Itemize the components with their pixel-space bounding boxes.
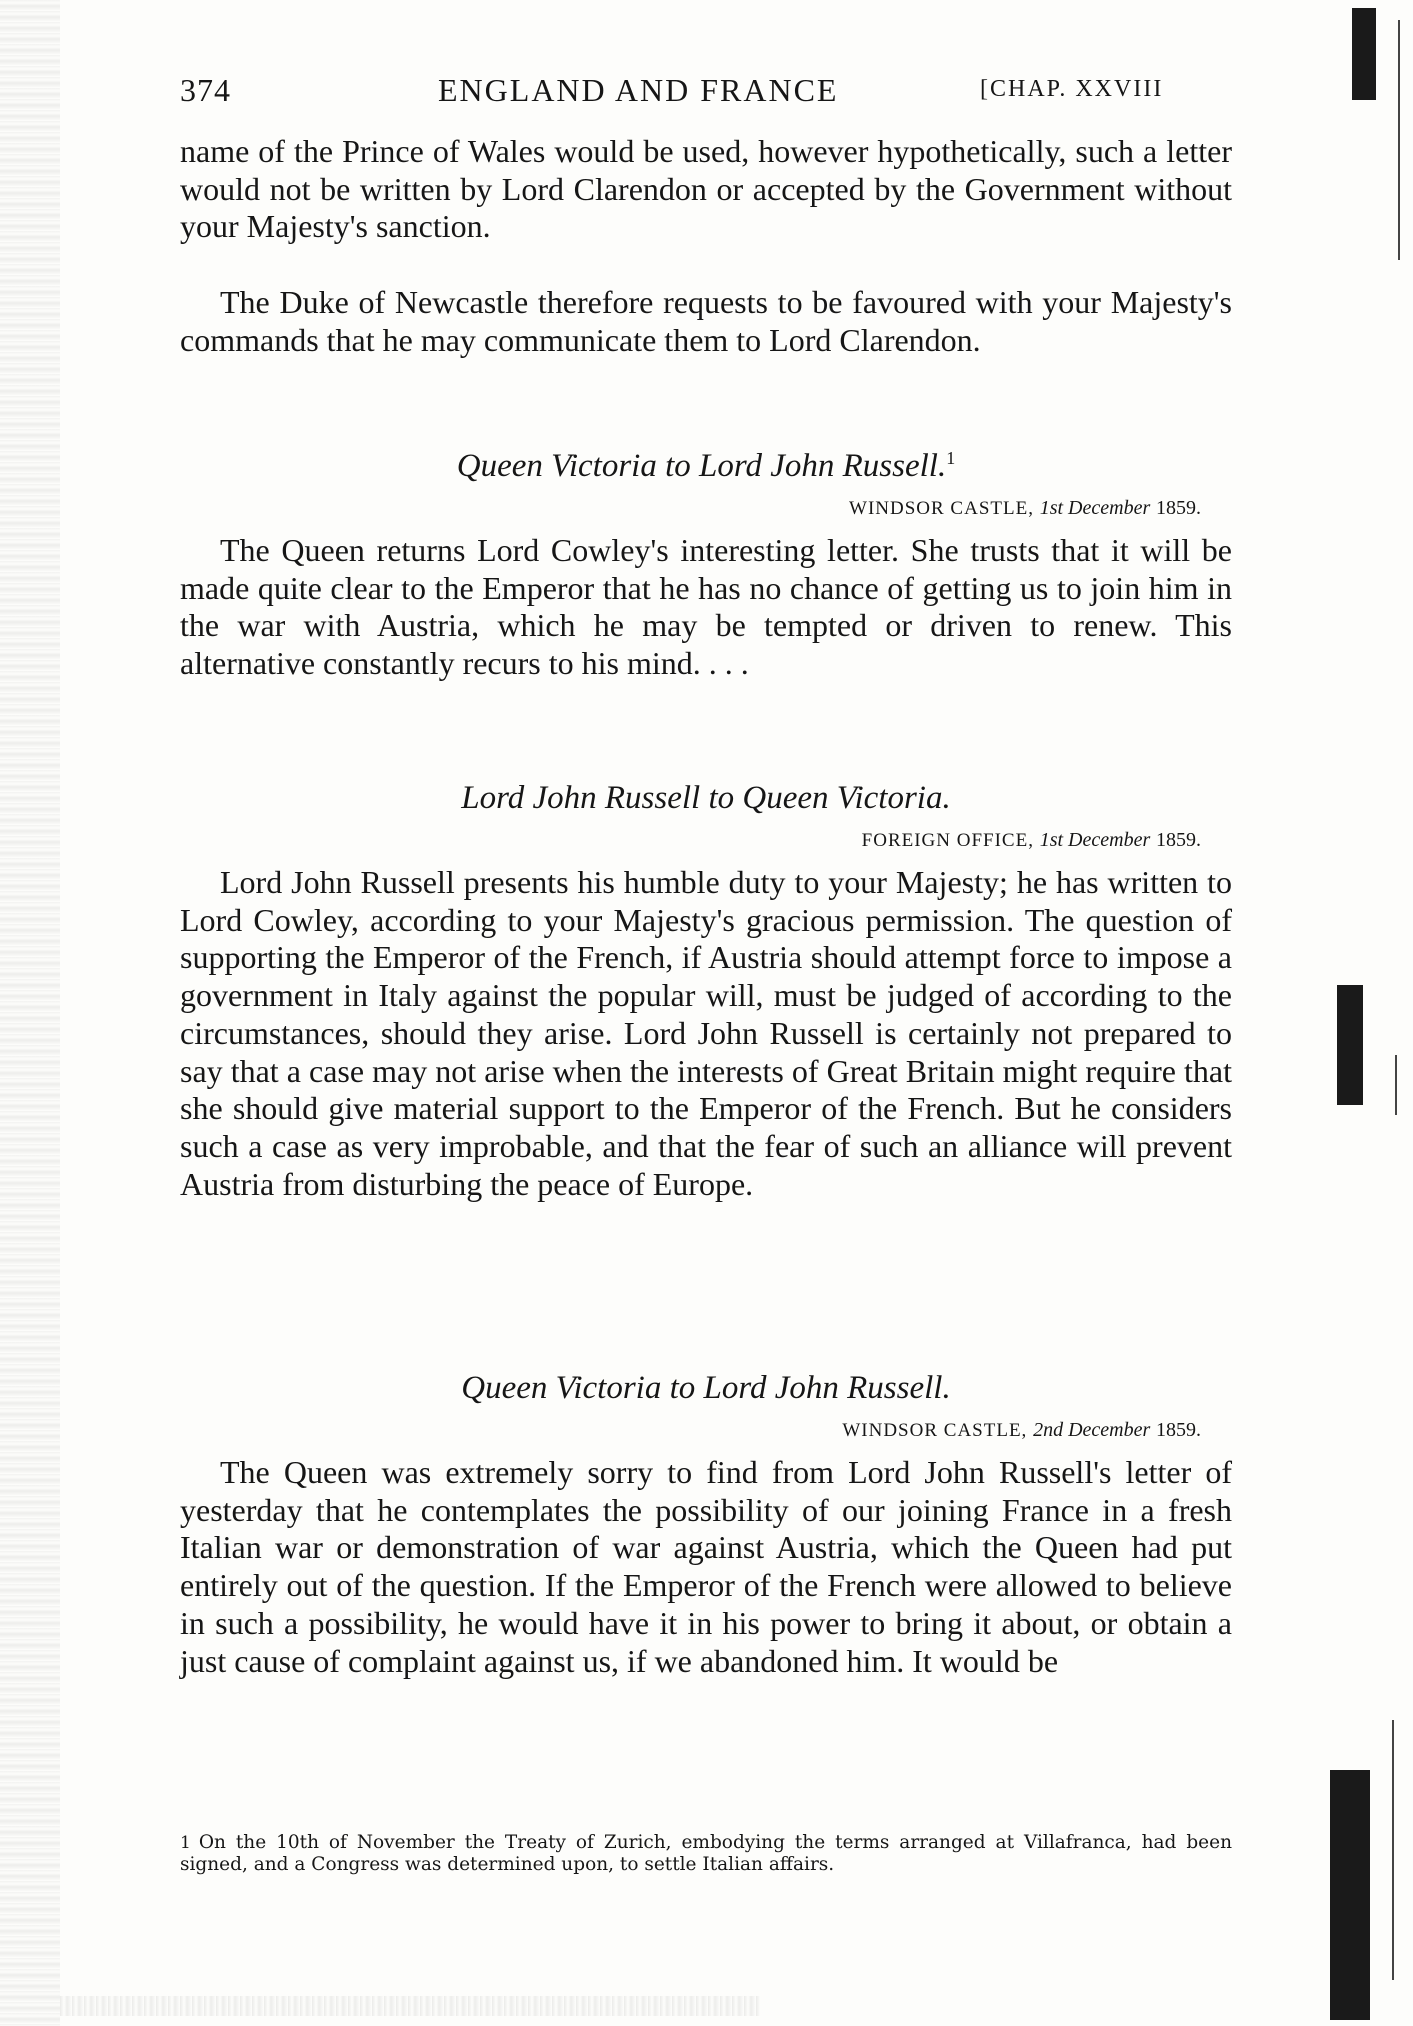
letter-3-place: WINDSOR CASTLE, [842,1420,1028,1441]
letter-1-year: 1859. [1156,497,1201,519]
letter-2-heading: Lord John Russell to Queen Victoria. [461,780,951,816]
scan-edge-left [0,0,60,2026]
page-number: 374 [180,72,231,108]
footnote-marker: 1 [180,1833,191,1853]
letter-2-year: 1859. [1156,829,1201,851]
intro-paragraph-1: name of the Prince of Wales would be used, however hypothetically, such a letter would not be written by Lord Clarendon or accepted by the Government without your Majesty's sanction. [180,133,1232,245]
letter-3-body: The Queen was extremely sorry to find from Lord John Russell's letter of yesterday that he contemplates the possibility of our joining France in a fresh Italian war or demonstration of war against Austria, which the Queen had put entirely out of the question. If the Emperor of the French were allowed to believe in such a possibility, he would have it in his power to bring it about, or obtain a just cause of complaint against us, if we abandoned him. It would be [180,1454,1232,1679]
scan-mark-bottom-right [1330,1770,1370,2020]
letter-3-heading: Queen Victoria to Lord John Russell. [461,1370,951,1406]
letter-2-body: Lord John Russell presents his humble duty to your Majesty; he has written to Lord Cowley, according to your Majesty's gracious permission. The question of supporting the Emperor of the French, if Austria should attempt force to impose a government in Italy against the popular will, must be judged of according to the circumstances, should they arise. Lord John Russell is certainly not prepared to say that a case may not arise when the interests of Great Britain might require that she should give material support to the Emperor of the French. But he considers such a case as very improbable, and that the fear of such an alliance will prevent Austria from disturbing the peace of Europe. [180,864,1232,1202]
letter-1-date: 1st December [1039,497,1151,519]
scan-edge-bottom [60,1996,760,2016]
scan-mark-top-right [1352,8,1376,100]
letter-1-heading [180,448,1232,485]
scan-line-right [1398,20,1400,260]
footnote [180,1832,1232,1875]
scan-mark-middle-right [1337,985,1363,1105]
letter-1-dateline [849,497,1201,520]
intro-paragraph-2: The Duke of Newcastle therefore requests to be favoured with your Majesty's commands that he may communicate them to Lord Clarendon. [180,284,1232,358]
letter-3-date: 2nd December [1033,1419,1151,1441]
letter-1-heading-text: Queen Victoria to Lord John Russell. [456,448,947,484]
footnote-reference: 1 [946,448,956,468]
letter-3-dateline [842,1419,1201,1442]
scan-line-right-3 [1392,1720,1394,1980]
letter-1-place: WINDSOR CASTLE, [849,498,1034,519]
footnote-text: On the 10th of November the Treaty of Zurich, embodying the terms arranged at Villafranca, had been signed, and a Congress was determined upon, to settle Italian affairs. [180,1832,1232,1875]
letter-3-year: 1859. [1156,1419,1201,1441]
chapter-label: [CHAP. XXVIII [980,76,1164,102]
letter-2-date: 1st December [1039,829,1151,851]
running-title: ENGLAND AND FRANCE [438,72,839,108]
letter-2-place: FOREIGN OFFICE, [861,830,1034,851]
letter-2-dateline [862,829,1201,852]
scan-line-right-2 [1395,1055,1397,1115]
running-header [180,72,1230,116]
letter-1-body: The Queen returns Lord Cowley's interesting letter. She trusts that it will be made quite clear to the Emperor that he has no chance of getting us to join him in the war with Austria, which he may be tempted or driven to renew. This alternative constantly recurs to his mind. . . . [180,532,1232,682]
